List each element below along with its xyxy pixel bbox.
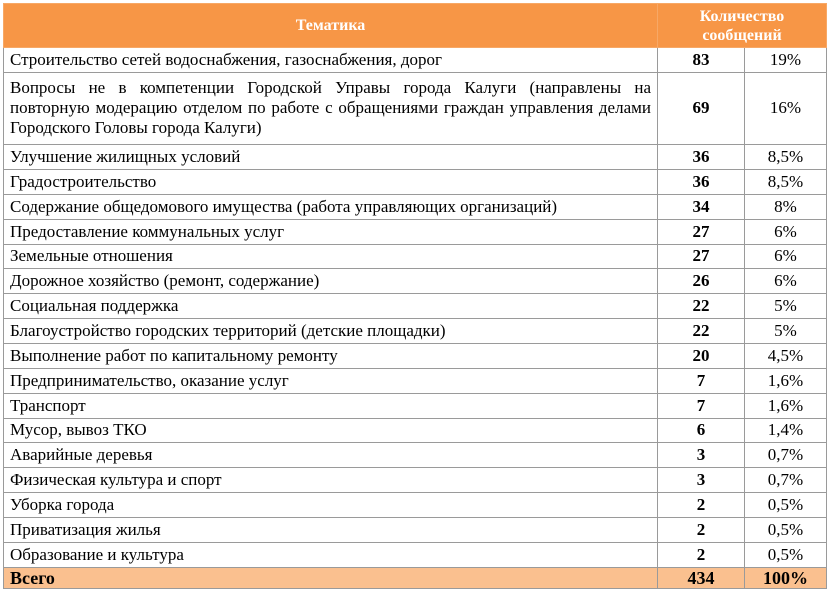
row-count: 22 <box>658 319 745 344</box>
row-percent: 0,5% <box>745 542 827 567</box>
table-row <box>4 343 827 368</box>
row-topic: Благоустройство городских территорий (детские площадки) <box>4 319 658 344</box>
row-topic: Мусор, вывоз ТКО <box>4 418 658 443</box>
row-percent: 6% <box>745 219 827 244</box>
total-row <box>4 568 827 589</box>
table-row <box>4 443 827 468</box>
row-count: 26 <box>658 269 745 294</box>
header-topic: Тематика <box>4 4 658 48</box>
row-percent: 8,5% <box>745 145 827 170</box>
row-count: 20 <box>658 343 745 368</box>
row-percent: 19% <box>745 48 827 73</box>
row-topic: Социальная поддержка <box>4 294 658 319</box>
row-topic: Вопросы не в компетенции Городской Управы города Калуги (направлены на повторную модерацию отделом по работе с обращениями граждан управления делами Городского Головы города Калуги) <box>4 72 658 144</box>
row-topic: Улучшение жилищных условий <box>4 145 658 170</box>
row-count: 3 <box>658 443 745 468</box>
row-count: 3 <box>658 468 745 493</box>
row-percent: 1,6% <box>745 393 827 418</box>
table-row <box>4 194 827 219</box>
row-count: 27 <box>658 219 745 244</box>
table-row <box>4 518 827 543</box>
table-row <box>4 145 827 170</box>
row-topic: Градостроительство <box>4 169 658 194</box>
table-row <box>4 393 827 418</box>
row-count: 22 <box>658 294 745 319</box>
row-topic: Выполнение работ по капитальному ремонту <box>4 343 658 368</box>
table-row <box>4 72 827 144</box>
row-topic: Строительство сетей водоснабжения, газоснабжения, дорог <box>4 48 658 73</box>
row-percent: 8% <box>745 194 827 219</box>
row-count: 6 <box>658 418 745 443</box>
row-percent: 0,7% <box>745 468 827 493</box>
row-percent: 0,5% <box>745 493 827 518</box>
row-topic: Образование и культура <box>4 542 658 567</box>
row-count: 2 <box>658 493 745 518</box>
header-row <box>4 4 827 48</box>
row-count: 2 <box>658 518 745 543</box>
table-row <box>4 169 827 194</box>
row-topic: Содержание общедомового имущества (работа управляющих организаций) <box>4 194 658 219</box>
row-topic: Приватизация жилья <box>4 518 658 543</box>
row-topic: Аварийные деревья <box>4 443 658 468</box>
row-topic: Предпринимательство, оказание услуг <box>4 368 658 393</box>
row-percent: 1,4% <box>745 418 827 443</box>
row-percent: 16% <box>745 72 827 144</box>
row-percent: 1,6% <box>745 368 827 393</box>
table-row <box>4 368 827 393</box>
row-count: 2 <box>658 542 745 567</box>
row-count: 36 <box>658 145 745 170</box>
table-row <box>4 468 827 493</box>
row-topic: Физическая культура и спорт <box>4 468 658 493</box>
row-percent: 0,5% <box>745 518 827 543</box>
table-row <box>4 418 827 443</box>
table-row <box>4 294 827 319</box>
row-count: 7 <box>658 368 745 393</box>
table-row <box>4 269 827 294</box>
table-row <box>4 542 827 567</box>
row-percent: 5% <box>745 319 827 344</box>
row-count: 36 <box>658 169 745 194</box>
row-topic: Уборка города <box>4 493 658 518</box>
table-row <box>4 219 827 244</box>
row-count: 34 <box>658 194 745 219</box>
messages-table <box>3 3 827 589</box>
row-count: 83 <box>658 48 745 73</box>
row-count: 69 <box>658 72 745 144</box>
total-count: 434 <box>658 568 745 589</box>
table-row <box>4 319 827 344</box>
row-topic: Земельные отношения <box>4 244 658 269</box>
row-count: 27 <box>658 244 745 269</box>
total-label: Всего <box>4 568 658 589</box>
table-body <box>4 48 827 568</box>
row-percent: 5% <box>745 294 827 319</box>
table-row <box>4 244 827 269</box>
table-row <box>4 493 827 518</box>
row-count: 7 <box>658 393 745 418</box>
row-topic: Транспорт <box>4 393 658 418</box>
row-percent: 4,5% <box>745 343 827 368</box>
row-percent: 0,7% <box>745 443 827 468</box>
row-topic: Дорожное хозяйство (ремонт, содержание) <box>4 269 658 294</box>
total-percent: 100% <box>745 568 827 589</box>
row-topic: Предоставление коммунальных услуг <box>4 219 658 244</box>
header-count: Количество сообщений <box>658 4 827 48</box>
row-percent: 6% <box>745 244 827 269</box>
row-percent: 6% <box>745 269 827 294</box>
row-percent: 8,5% <box>745 169 827 194</box>
table-row <box>4 48 827 73</box>
